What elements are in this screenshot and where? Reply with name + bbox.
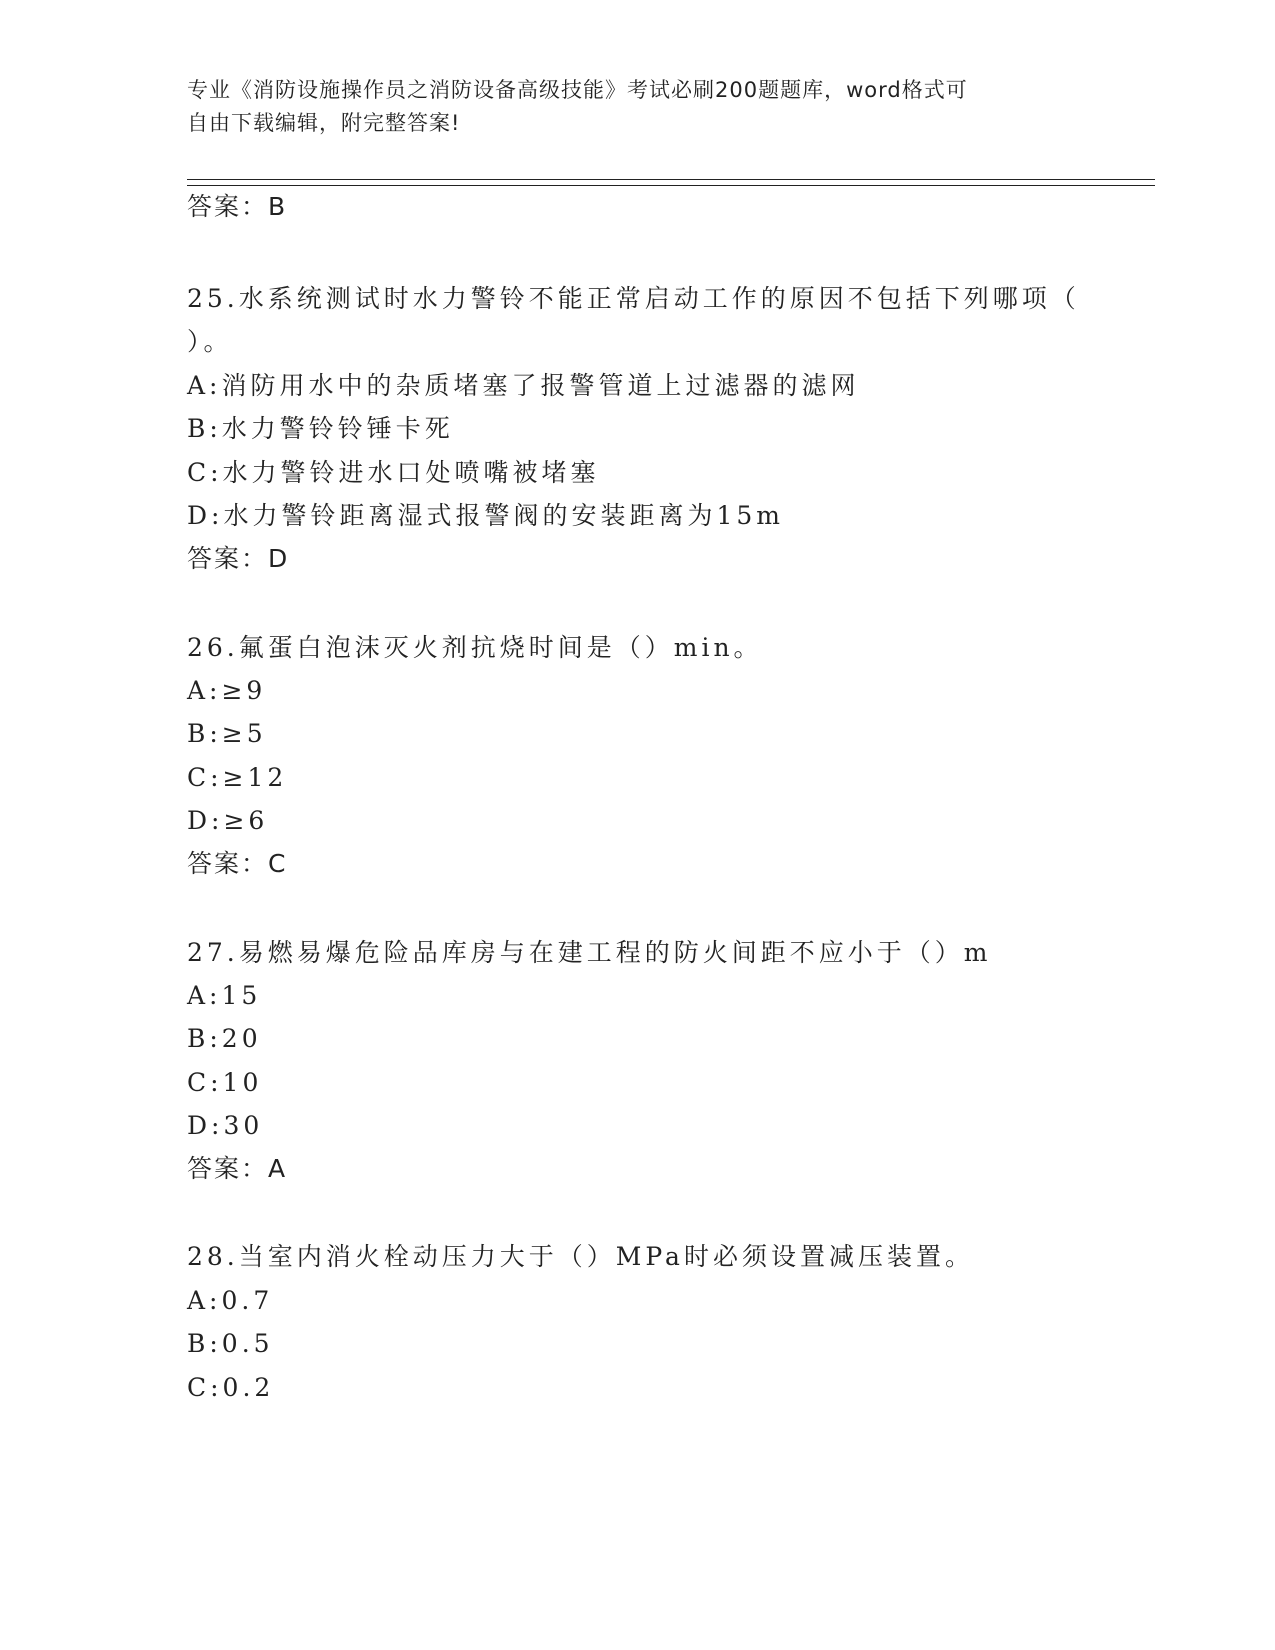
header-line-1: 专业《消防设施操作员之消防设备高级技能》考试必刷200题题库，word格式可 [187,78,968,102]
question-25-answer: 答案：D [187,544,290,573]
question-26-option-a: A:≥9 [187,676,267,705]
question-27-option-d: D:30 [187,1111,264,1140]
question-25-option-c: C:水力警铃进水口处喷嘴被堵塞 [187,458,600,487]
document-header [187,74,1067,140]
question-27-answer: 答案：A [187,1154,288,1183]
question-27-option-c: C:10 [187,1068,263,1097]
question-28-option-c: C:0.2 [187,1373,275,1402]
question-25-stem-line-2: ）。 [187,327,233,356]
question-26-stem: 26.氟蛋白泡沫灭火剂抗烧时间是（）min。 [187,633,763,662]
question-26-option-d: D:≥6 [187,806,269,835]
question-28-stem: 28.当室内消火栓动压力大于（）MPa时必须设置减压装置。 [187,1242,974,1271]
question-26-answer: 答案：C [187,849,288,878]
question-28-option-a: A:0.7 [187,1286,274,1315]
previous-answer: 答案：B [187,192,288,221]
question-26-option-c: C:≥12 [187,763,288,792]
question-25-stem-line-1: 25.水系统测试时水力警铃不能正常启动工作的原因不包括下列哪项（ [187,284,1080,313]
header-divider-top [187,179,1155,180]
question-26-option-b: B:≥5 [187,719,267,748]
header-divider-bottom [187,185,1155,186]
question-25-option-a: A:消防用水中的杂质堵塞了报警管道上过滤器的滤网 [187,371,860,400]
question-25-option-d: D:水力警铃距离湿式报警阀的安装距离为15m [187,501,784,530]
question-27-option-b: B:20 [187,1024,262,1053]
header-line-2: 自由下载编辑，附完整答案! [187,111,461,135]
question-27-option-a: A:15 [187,981,262,1010]
question-25-option-b: B:水力警铃铃锤卡死 [187,414,454,443]
question-27-stem: 27.易燃易爆危险品库房与在建工程的防火间距不应小于（）m [187,938,992,967]
question-28-option-b: B:0.5 [187,1329,274,1358]
